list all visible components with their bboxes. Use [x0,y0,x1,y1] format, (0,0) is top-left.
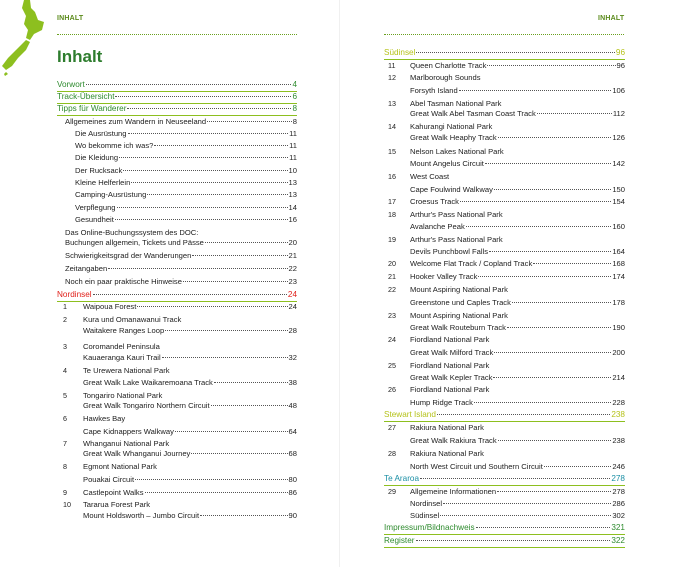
toc-entry-s13b[interactable] [410,109,625,120]
toc-page-number: 278 [612,487,625,496]
toc-page-number: 96 [616,61,625,70]
toc-entry-hinweise[interactable] [65,277,297,288]
toc-title: Stewart Island [384,410,436,419]
toc-entry-wo-bekomme[interactable] [75,141,297,152]
toc-entry-impressum[interactable] [384,523,625,534]
toc-entry-verpflegung[interactable] [75,203,297,214]
toc-title: Südinsel [410,511,440,520]
toc-entry-n9[interactable] [63,488,297,499]
toc-page-number: 24 [288,302,297,311]
toc-entry-s23a[interactable] [388,311,625,322]
toc-leader-dots [476,527,611,528]
toc-entry-n10a[interactable] [63,500,297,511]
toc-title: Waitakere Ranges Loop [83,326,165,335]
toc-entry-s12a[interactable] [388,73,625,84]
toc-page-number: 11 [289,141,297,150]
toc-entry-n7b[interactable] [83,449,297,460]
toc-title: Fiordland National Park [410,385,490,394]
toc-title: Arthur's Pass National Park [410,210,503,219]
toc-number: 28 [388,449,396,458]
toc-title: Whanganui National Park [83,439,170,448]
toc-leader-dots [131,182,287,183]
toc-entry-nordinsel[interactable] [57,290,297,301]
toc-entry-s15b[interactable] [410,159,625,170]
toc-title: Forsyth Island [410,86,458,95]
toc-title: Zeitangaben [65,264,108,273]
toc-page-number: 14 [288,203,297,212]
toc-title: Vorwort [57,80,85,89]
toc-leader-dots [117,207,288,208]
toc-number: 27 [388,423,396,432]
toc-entry-doc-2[interactable] [65,238,297,249]
header-rule-left [57,34,297,35]
toc-leader-dots [440,515,611,516]
toc-page-number: 142 [612,159,625,168]
toc-leader-dots [93,294,287,295]
toc-number: 14 [388,122,396,131]
section-underline [57,115,297,116]
toc-leader-dots [200,515,287,516]
toc-entry-s17[interactable] [388,197,625,208]
toc-entry-s15a[interactable] [388,147,625,158]
toc-page-number: 8 [292,117,297,126]
toc-entry-n8a[interactable] [63,462,297,473]
toc-number: 19 [388,235,396,244]
toc-entry-s19b[interactable] [410,247,625,258]
section-underline [384,485,625,486]
toc-number: 22 [388,285,396,294]
toc-title: Rakiura National Park [410,449,484,458]
toc-leader-dots [211,405,288,406]
toc-title: Great Walk Rakiura Track [410,436,497,445]
toc-page-number: 160 [612,222,625,231]
toc-number: 2 [63,315,67,324]
toc-title: Welcome Flat Track / Copland Track [410,259,533,268]
toc-leader-dots [533,263,611,264]
toc-number: 29 [388,487,396,496]
toc-entry-s14a[interactable] [388,122,625,133]
toc-title: Great Walk Kepler Track [410,373,493,382]
toc-leader-dots [487,65,615,66]
toc-page-number: 6 [292,92,297,101]
toc-page-number: 238 [612,436,625,445]
toc-page-number: 68 [288,449,297,458]
toc-title: Verpflegung [75,203,116,212]
toc-entry-stewart[interactable] [384,410,625,421]
toc-page-number: 106 [612,86,625,95]
toc-title: Abel Tasman National Park [410,99,502,108]
section-underline [384,534,625,535]
toc-entry-s25b[interactable] [410,373,625,384]
toc-leader-dots [115,96,291,97]
toc-title: Hawkes Bay [83,414,126,423]
toc-page-number: 16 [288,215,297,224]
toc-entry-ausruestung[interactable] [75,129,297,140]
toc-entry-n8b[interactable] [83,475,297,486]
toc-title: Allgemeines zum Wandern in Neuseeland [65,117,207,126]
toc-page-number: 4 [292,80,297,89]
toc-leader-dots [512,302,611,303]
toc-title: Allgemeine Informationen [410,487,497,496]
toc-leader-dots [485,163,611,164]
toc-leader-dots [478,276,611,277]
toc-leader-dots [494,189,611,190]
toc-page-number: 24 [287,290,297,299]
toc-title: Südinsel [384,48,416,57]
toc-leader-dots [154,145,288,146]
toc-entry-zeitangaben[interactable] [65,264,297,275]
toc-number: 21 [388,272,396,281]
toc-leader-dots [437,414,610,415]
toc-title: Die Kleidung [75,153,119,162]
toc-number: 25 [388,361,396,370]
toc-leader-dots [147,194,287,195]
toc-title: North West Circuit und Southern Circuit [410,462,543,471]
toc-title: Nelson Lakes National Park [410,147,504,156]
toc-leader-dots [466,226,612,227]
toc-leader-dots [192,255,287,256]
toc-leader-dots [498,440,612,441]
toc-title: Hump Ridge Track [410,398,473,407]
toc-page-number: 246 [612,462,625,471]
toc-entry-n5b[interactable] [83,401,297,412]
toc-number: 7 [63,439,67,448]
toc-title: Cape Foulwind Walkway [410,185,493,194]
toc-title: Great Walk Routeburn Track [410,323,506,332]
toc-title: Buchungen allgemein, Tickets und Pässe [65,238,204,247]
toc-title: Wo bekomme ich was? [75,141,154,150]
toc-title: Kahurangi National Park [410,122,493,131]
toc-title: Gesundheit [75,215,114,224]
toc-entry-schwierigkeit[interactable] [65,251,297,262]
header-label-left: INHALT [57,15,84,22]
toc-entry-s21[interactable] [388,272,625,283]
toc-entry-s24a[interactable] [388,335,625,346]
toc-page-number: 64 [288,427,297,436]
toc-number: 17 [388,197,396,206]
toc-title: Tararua Forest Park [83,500,151,509]
toc-title: Nordinsel [410,499,443,508]
toc-leader-dots [137,306,287,307]
toc-leader-dots [86,84,292,85]
toc-title: Waipoua Forest [83,302,137,311]
toc-entry-s29b[interactable] [410,499,625,510]
toc-entry-s25a[interactable] [388,361,625,372]
toc-number: 11 [388,61,396,70]
toc-page-number: 164 [612,247,625,256]
section-underline [384,59,625,60]
toc-page-number: 13 [288,190,297,199]
toc-title: Das Online-Buchungssystem des DOC: [65,228,199,237]
toc-entry-s28b[interactable] [410,462,625,473]
toc-page-number: 80 [288,475,297,484]
toc-leader-dots [207,121,292,122]
toc-title: Camping-Ausrüstung [75,190,147,199]
toc-leader-dots [507,327,611,328]
toc-entry-suedinsel[interactable] [384,48,625,59]
toc-leader-dots [135,479,287,480]
toc-number: 24 [388,335,396,344]
toc-leader-dots [443,503,611,504]
toc-number: 12 [388,73,396,82]
toc-leader-dots [127,108,291,109]
toc-entry-n2a[interactable] [63,315,297,326]
toc-number: 3 [63,342,67,351]
right-page [340,0,680,567]
toc-number: 15 [388,147,396,156]
toc-title: Nordinsel [57,290,92,299]
toc-entry-s14b[interactable] [410,133,625,144]
toc-title: Great Walk Whanganui Journey [83,449,191,458]
toc-page-number: 38 [288,378,297,387]
toc-entry-n3b[interactable] [83,353,297,364]
toc-page-number: 13 [288,178,297,187]
toc-leader-dots [489,251,611,252]
section-underline [384,421,625,422]
toc-title: Mount Angelus Circuit [410,159,484,168]
toc-entry-s16a[interactable] [388,172,625,183]
toc-entry-s28a[interactable] [388,449,625,460]
toc-title: Track-Übersicht [57,92,115,101]
toc-entry-s24b[interactable] [410,348,625,359]
toc-page-number: 178 [612,298,625,307]
toc-entry-s29c[interactable] [410,511,625,522]
toc-title: Greenstone und Caples Track [410,298,511,307]
toc-title: Great Walk Heaphy Track [410,133,497,142]
toc-title: Arthur's Pass National Park [410,235,503,244]
toc-entry-s12b[interactable] [410,86,625,97]
toc-number: 8 [63,462,67,471]
toc-entry-allgemeines[interactable] [65,117,297,128]
toc-page-number: 96 [615,48,625,57]
toc-number: 6 [63,414,67,423]
toc-entry-s26a[interactable] [388,385,625,396]
toc-entry-s11[interactable] [388,61,625,72]
toc-page-number: 278 [611,474,625,483]
toc-title: Mount Aspiring National Park [410,285,508,294]
toc-title: Te Araroa [384,474,420,483]
toc-entry-n6a[interactable] [63,414,297,425]
toc-leader-dots [494,352,611,353]
toc-number: 9 [63,488,67,497]
toc-title: Great Walk Tongariro Northern Circuit [83,401,210,410]
toc-leader-dots [474,402,611,403]
toc-entry-register[interactable] [384,536,625,547]
toc-entry-tearaoa[interactable] [384,474,625,485]
toc-leader-dots [175,431,288,432]
toc-leader-dots [128,133,289,134]
toc-page-number: 190 [612,323,625,332]
toc-page-number: 150 [612,185,625,194]
toc-leader-dots [123,170,287,171]
toc-page-number: 23 [288,277,297,286]
toc-entry-vorwort[interactable] [57,80,297,91]
toc-title: Schwierigkeitsgrad der Wanderungen [65,251,192,260]
toc-page-number: 22 [288,264,297,273]
toc-entry-n3a[interactable] [63,342,297,353]
toc-title: Tongariro National Park [83,391,163,400]
toc-title: Fiordland National Park [410,361,490,370]
toc-title: Avalanche Peak [410,222,465,231]
toc-entry-s18a[interactable] [388,210,625,221]
toc-leader-dots [493,377,611,378]
toc-leader-dots [498,137,612,138]
toc-title: Der Rucksack [75,166,123,175]
toc-entry-kleidung[interactable] [75,153,297,164]
toc-page-number: 21 [288,251,297,260]
toc-title: Kura und Omanawanui Track [83,315,182,324]
toc-title: Die Ausrüstung [75,129,127,138]
toc-entry-rucksack[interactable] [75,166,297,177]
toc-page-number: 154 [612,197,625,206]
toc-page-number: 28 [288,326,297,335]
toc-entry-s27a[interactable] [388,423,625,434]
toc-number: 10 [63,500,71,509]
toc-number: 13 [388,99,396,108]
toc-entry-camping[interactable] [75,190,297,201]
toc-title: Great Walk Lake Waikaremoana Track [83,378,213,387]
toc-entry-s29a[interactable] [388,487,625,498]
toc-page-number: 20 [288,238,297,247]
toc-title: Mount Aspiring National Park [410,311,508,320]
toc-entry-s18b[interactable] [410,222,625,233]
toc-entry-helferlein[interactable] [75,178,297,189]
toc-number: 5 [63,391,67,400]
toc-leader-dots [115,219,288,220]
toc-page-number: 286 [612,499,625,508]
toc-number: 23 [388,311,396,320]
toc-entry-n4a[interactable] [63,366,297,377]
toc-title: Great Walk Milford Track [410,348,494,357]
toc-number: 16 [388,172,396,181]
toc-entry-s22a[interactable] [388,285,625,296]
toc-title: Rakiura National Park [410,423,484,432]
toc-page-number: 32 [288,353,297,362]
toc-number: 26 [388,385,396,394]
toc-leader-dots [119,157,288,158]
toc-entry-n10b[interactable] [83,511,297,522]
toc-page-number: 321 [611,523,625,532]
toc-title: Impressum/Bildnachweis [384,523,475,532]
toc-title: Fiordland National Park [410,335,490,344]
toc-number: 1 [63,302,67,311]
toc-leader-dots [420,478,610,479]
toc-title: West Coast [410,172,450,181]
toc-entry-n4b[interactable] [83,378,297,389]
toc-title: Hooker Valley Track [410,272,478,281]
toc-title: Marlborough Sounds [410,73,481,82]
toc-page-number: 11 [289,129,297,138]
toc-title: Kleine Helferlein [75,178,131,187]
toc-page-number: 10 [288,166,297,175]
toc-entry-n2b[interactable] [83,326,297,337]
toc-title: Egmont National Park [83,462,157,471]
toc-entry-s19a[interactable] [388,235,625,246]
toc-title: Devils Punchbowl Falls [410,247,489,256]
toc-title: Croesus Track [410,197,459,206]
toc-entry-tipps[interactable] [57,104,297,115]
toc-title: Te Urewera National Park [83,366,170,375]
toc-page-number: 174 [612,272,625,281]
toc-leader-dots [537,113,612,114]
toc-leader-dots [183,281,288,282]
toc-leader-dots [162,357,288,358]
toc-leader-dots [191,453,287,454]
toc-title: Castlepoint Walks [83,488,144,497]
toc-page-number: 214 [612,373,625,382]
toc-page-number: 322 [611,536,625,545]
toc-title: Noch ein paar praktische Hinweise [65,277,182,286]
toc-title: Mount Holdsworth – Jumbo Circuit [83,511,200,520]
toc-number: 18 [388,210,396,219]
toc-entry-s23b[interactable] [410,323,625,334]
toc-page-number: 86 [288,488,297,497]
toc-title: Cape Kidnappers Walkway [83,427,174,436]
toc-entry-s16b[interactable] [410,185,625,196]
toc-title: Register [384,536,415,545]
page-title: Inhalt [57,47,103,66]
toc-title: Pouakai Circuit [83,475,135,484]
toc-page-number: 302 [612,511,625,520]
toc-leader-dots [108,268,287,269]
toc-entry-gesundheit[interactable] [75,215,297,226]
toc-title: Kauaeranga Kauri Trail [83,353,161,362]
toc-page-number: 48 [288,401,297,410]
toc-page-number: 8 [292,104,297,113]
toc-number: 4 [63,366,67,375]
toc-leader-dots [145,492,288,493]
toc-entry-s26b[interactable] [410,398,625,409]
toc-title: Great Walk Abel Tasman Coast Track [410,109,536,118]
toc-title: Queen Charlotte Track [410,61,487,70]
toc-leader-dots [497,491,611,492]
toc-title: Coromandel Peninsula [83,342,160,351]
toc-leader-dots [416,540,611,541]
header-label-right: INHALT [598,15,625,22]
toc-entry-s27b[interactable] [410,436,625,447]
toc-leader-dots [165,330,287,331]
toc-leader-dots [416,52,614,53]
toc-leader-dots [544,466,612,467]
toc-leader-dots [460,201,611,202]
toc-entry-s22b[interactable] [410,298,625,309]
toc-page-number: 200 [612,348,625,357]
toc-entry-n1[interactable] [63,302,297,313]
toc-page-number: 112 [612,109,625,118]
section-underline [384,547,625,548]
toc-entry-s20[interactable] [388,259,625,270]
toc-leader-dots [205,242,288,243]
toc-page-number: 168 [612,259,625,268]
toc-page-number: 238 [611,410,625,419]
toc-page-number: 228 [612,398,625,407]
toc-page-number: 11 [289,153,297,162]
toc-page-number: 126 [612,133,625,142]
header-rule-right [384,34,624,35]
toc-page-number: 90 [288,511,297,520]
toc-leader-dots [459,90,612,91]
toc-entry-track-uebersicht[interactable] [57,92,297,103]
toc-leader-dots [214,382,288,383]
toc-title: Tipps für Wanderer [57,104,127,113]
toc-entry-n6b[interactable] [83,427,297,438]
new-zealand-map-icon [0,0,52,80]
toc-number: 20 [388,259,396,268]
